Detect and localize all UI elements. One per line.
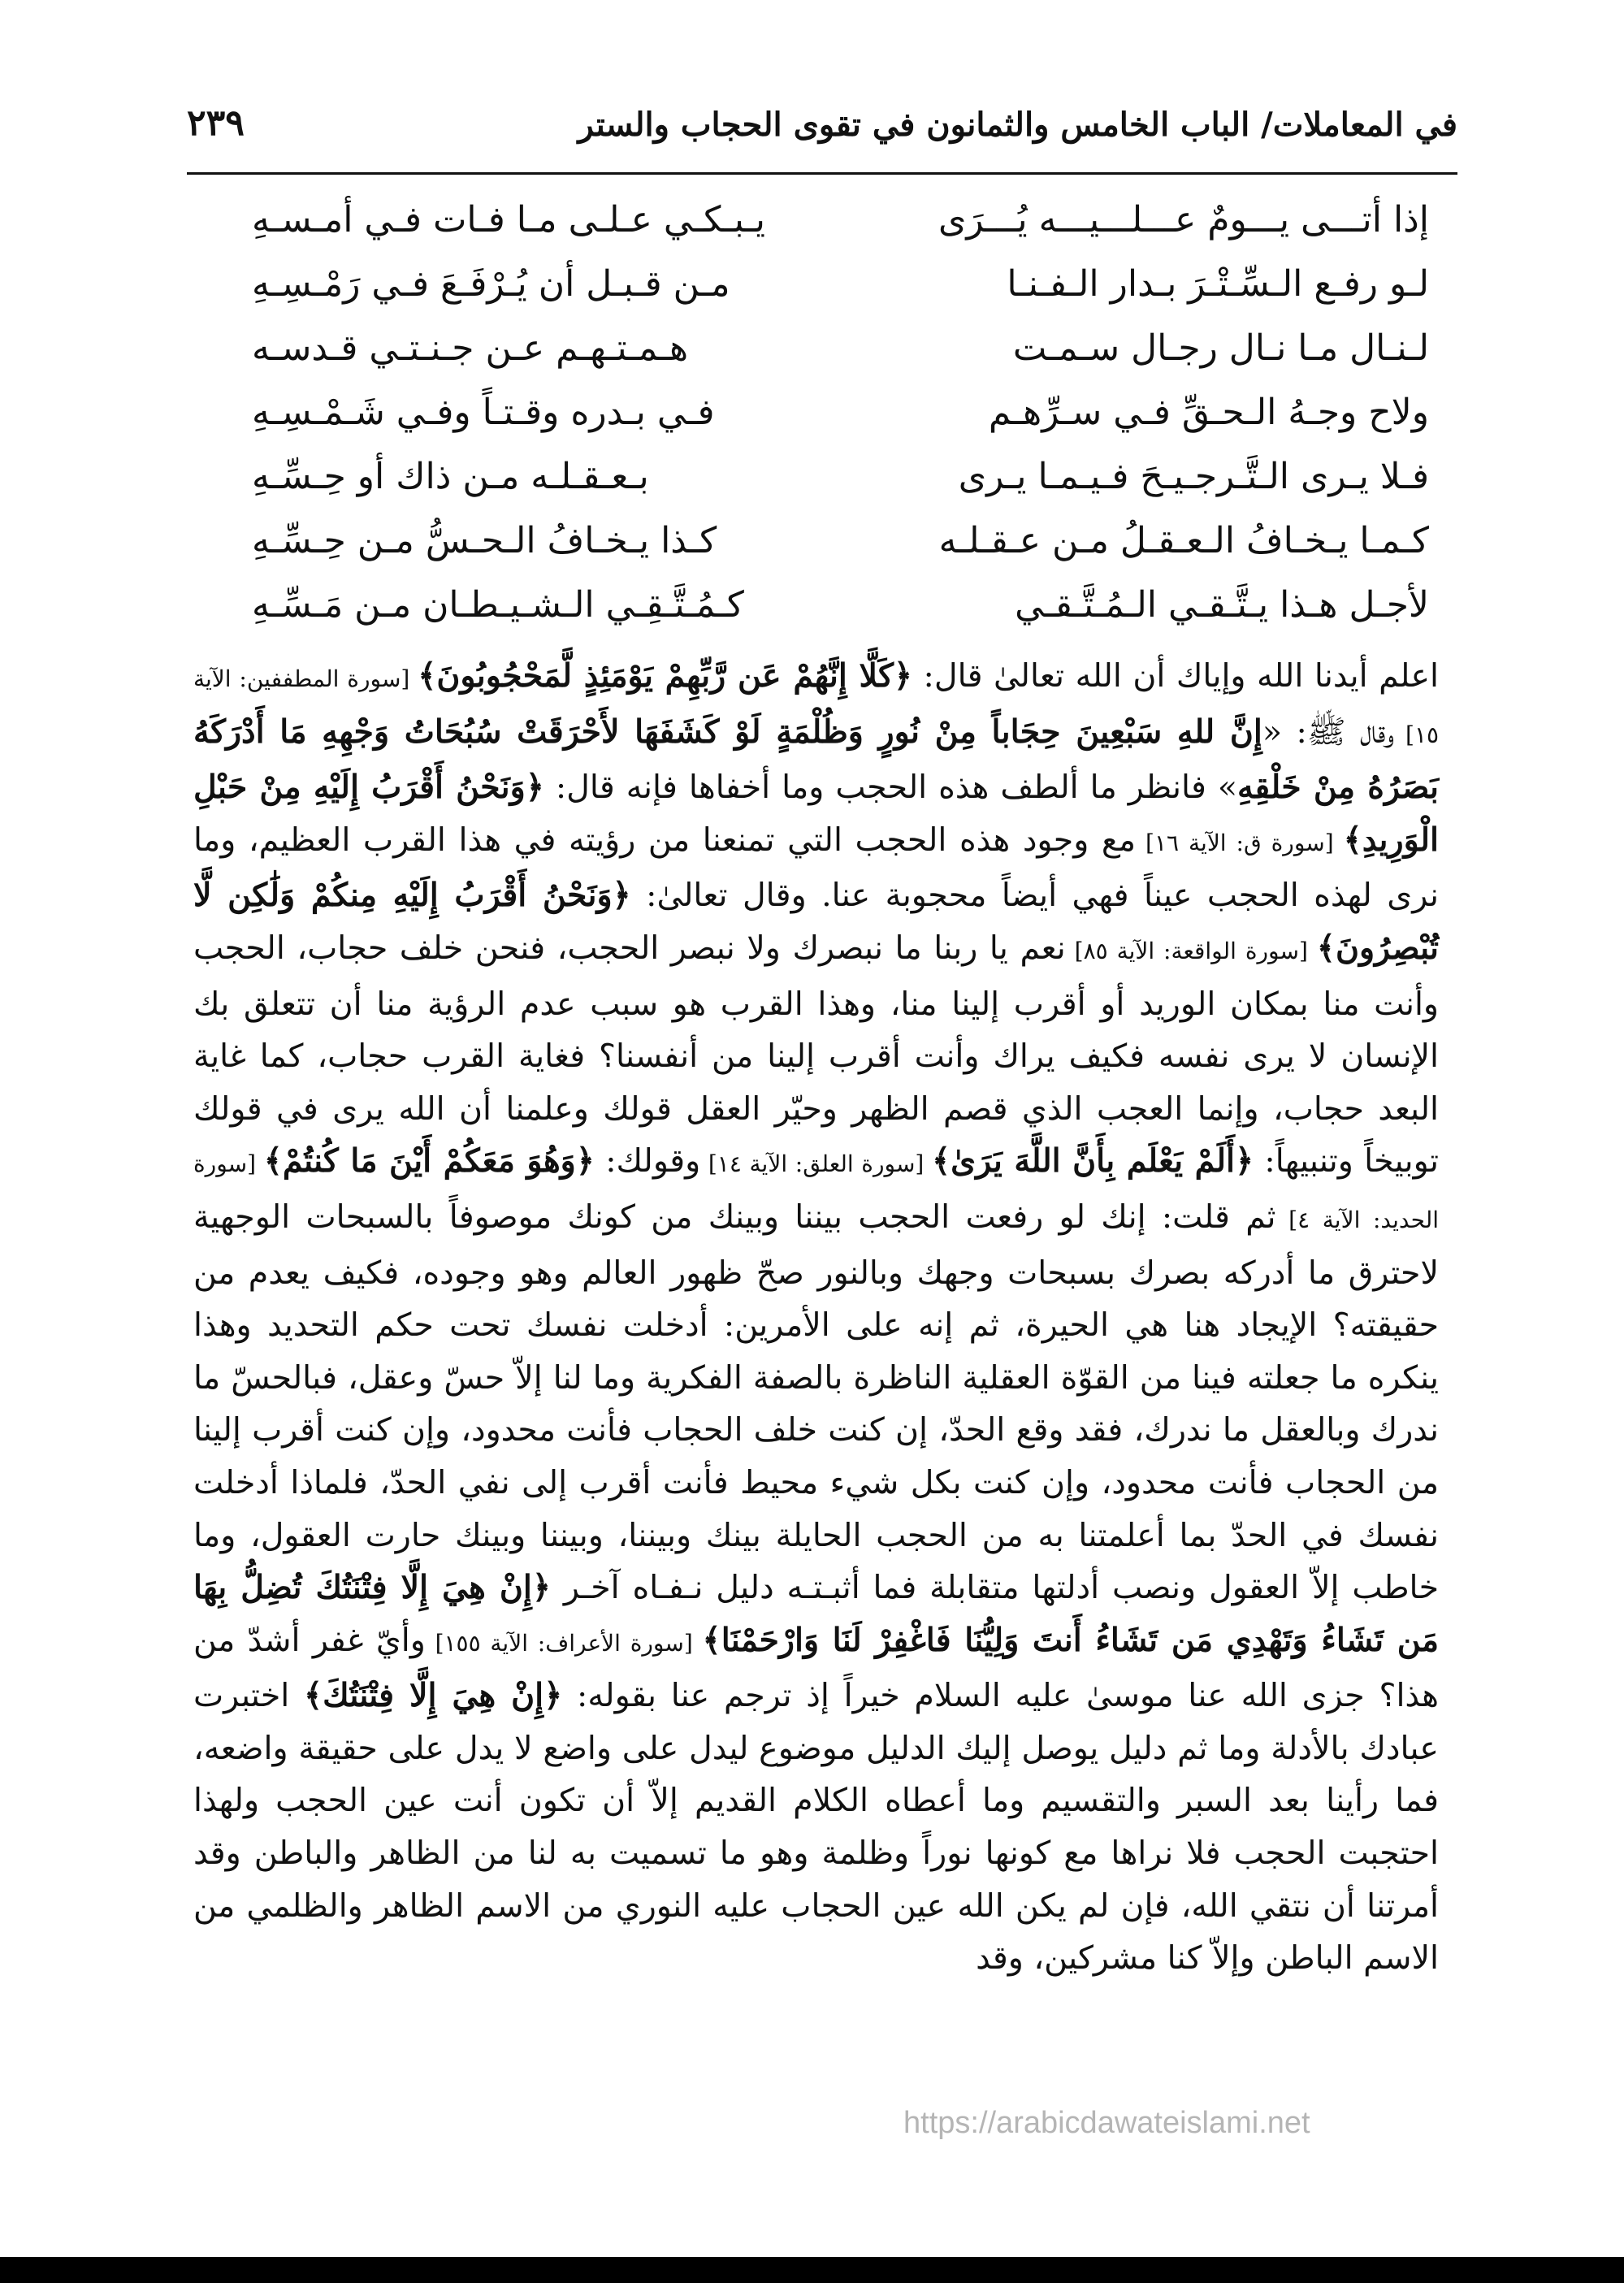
body-sentence: اختبرت عبادك بالأدلة وما ثم دليل يوصل إليك الدليل موضوع ليدل على واضع لا يدل على حقيقة واضعه، فما رأينا بعد السبر والتقسيم وما أعطاه الكلام القديم إلاّ أن تكون أنت عين الحجب ولهذا احتجبت الحجب فلا نراها مع كونها نوراً وظلمة وهو ما تسميت به لنا من الظاهر والباطن وقد أمرتنا أن نتقي الله، فإن لم يكن الله عين الحجاب عليه النوري من الاسم الظاهر والظلمي من الاسم الباطن وإلاّ كنا مشركين، وقد — [193, 1677, 1439, 1978]
poem-verse — [244, 263, 1429, 327]
poem-verse — [244, 327, 1429, 392]
quran-verse: ﴿وَنَحْنُ أَقْرَبُ إِلَيْهِ مِنكُمْ وَلَٰكِن لَّا تُبْصِرُونَ﴾ — [193, 877, 1439, 967]
body-sentence: وأيّ غفر أشدّ من هذا؟ جزى الله عنا موسىٰ عليه السلام خيراً إذ ترجم عنا بقوله: — [193, 1621, 1439, 1715]
verse-first-hemistich: لأجـل هـذا يـتَّـقـي الـمُـتَّـقـي — [1015, 584, 1429, 626]
verse-second-hemistich: هـمـتـهـم عـن جـنـتـي قـدسـه — [252, 327, 689, 369]
surah-reference: [سورة ق: الآية ١٦] — [1136, 829, 1344, 856]
body-sentence: وقال ﷺ: « — [1262, 713, 1395, 751]
verse-second-hemistich: يـبـكـي عـلـى مـا فـات فـي أمـسـهِ — [252, 199, 766, 240]
verse-first-hemistich: لـنـال مـا نـال رجـال سـمـت — [1012, 327, 1429, 369]
body-paragraph — [193, 650, 1439, 1985]
verse-second-hemistich: كـذا يـخـافُ الـحـسُّ مـن حِـسِّـهِ — [252, 520, 717, 561]
body-sentence: مع وجود هذه الحجب التي تمنعنا من رؤيته في هذا القرب العظيم، وما نرى لهذه الحجب عيناً فهي أيضاً محجوبة عنا. وقال تعالىٰ: — [193, 821, 1439, 915]
poem-verse — [244, 520, 1429, 584]
running-title: في المعاملات/ الباب الخامس والثمانون في تقوى الحجاب والستر — [578, 106, 1457, 144]
verse-first-hemistich: كـمـا يـخـافُ الـعـقـلُ مـن عـقـلـه — [938, 520, 1429, 561]
verse-first-hemistich: إذا أتـــى يـــومٌ عـــلـــيـــه يُـــرَى — [938, 199, 1429, 240]
page-number: ٢٣٩ — [187, 102, 245, 144]
body-sentence: وقولك: — [594, 1142, 701, 1180]
poem-verse — [244, 199, 1429, 263]
body-text — [193, 650, 1439, 1985]
quran-verse: ﴿وَنَحْنُ أَقْرَبُ إِلَيْهِ مِنْ حَبْلِ الْوَرِيدِ﴾ — [193, 769, 1439, 859]
hadith-text: إِنَّ للهِ سَبْعِينَ حِجَاباً مِنْ نُورٍ وَظُلْمَةٍ لَوْ كَشَفَهَا لأَحْرَقَتْ سُبُحَاتُ وَجْهِهِ مَا أَدْرَكَهُ بَصَرُهُ مِنْ خَلْقِهِ — [193, 713, 1439, 807]
poem-verse — [244, 584, 1429, 648]
verse-first-hemistich: فـلا يـرى الـتَّـرجـيـحَ فـيـمـا يـرى — [958, 456, 1429, 497]
page-header — [187, 97, 1457, 162]
surah-reference: [سورة الواقعة: الآية ٨٥] — [1065, 937, 1317, 964]
quran-verse: ﴿إِنْ هِيَ إِلَّا فِتْنَتُكَ﴾ — [303, 1677, 563, 1715]
surah-reference: [سورة المطففين: الآية ١٥] — [193, 665, 1440, 748]
poem-verse — [244, 456, 1429, 520]
poem-verse — [244, 392, 1429, 456]
verse-second-hemistich: كـمُـتَّـقِـي الـشـيـطـان مـن مَـسِّـهِ — [252, 584, 744, 626]
verse-first-hemistich: لـو رفـع الـسِّـتْـرَ بـدار الـفـنـا — [1007, 263, 1429, 305]
body-sentence: » فانظر ما ألطف هذه الحجب وما أخفاها فإنه قال: — [543, 769, 1238, 807]
scan-bottom-edge — [0, 2257, 1624, 2283]
body-sentence: اعلم أيدنا الله وإياك أن الله تعالىٰ قال: — [912, 657, 1439, 695]
verse-second-hemistich: فـي بـدره وقـتـاً وفـي شَـمْـسِـهِ — [252, 392, 715, 433]
watermark-url: https://arabicdawateislami.net — [903, 2106, 1310, 2140]
verse-second-hemistich: بـعـقـلـه مـن ذاك أو حِـسِّـهِ — [252, 456, 649, 497]
surah-reference: [سورة الحديد: الآية ٤] — [193, 1150, 1439, 1233]
header-rule — [187, 172, 1457, 175]
quran-verse: ﴿وَهُوَ مَعَكُمْ أَيْنَ مَا كُنتُمْ﴾ — [263, 1142, 595, 1180]
quran-verse: ﴿إِنْ هِيَ إِلَّا فِتْنَتُكَ تُضِلُّ بِهَا مَن تَشَاءُ وَتَهْدِي مَن تَشَاءُ أَنتَ وَلِيُّنَا فَاغْفِرْ لَنَا وَارْحَمْنَا﴾ — [193, 1569, 1439, 1659]
surah-reference: [سورة العلق: الآية ١٤] — [700, 1150, 933, 1178]
body-sentence: نعم يا ربنا ما نبصرك ولا نبصر الحجب، فنحن خلف حجاب، الحجب وأنت منا بمكان الوريد أو أقرب إلينا منا، وهذا القرب هو سبب عدم الرؤية منا أن تتعلق بك الإنسان لا يرى نفسه فكيف يراك وأنت أقرب إلينا من أنفسنا؟ فغاية القرب حجاب، كما غاية البعد حجاب، وإنما العجب الذي قصم الظهر وحيّر العقل قولك وعلمنا أن الله يرى في قولك توبيخاً وتنبيهاً: — [193, 929, 1439, 1180]
quran-verse: ﴿كَلَّا إِنَّهُمْ عَن رَّبِّهِمْ يَوْمَئِذٍ لَّمَحْجُوبُونَ﴾ — [418, 657, 913, 695]
poem — [244, 199, 1429, 648]
verse-second-hemistich: مـن قـبـل أن يُـرْفَـعَ فـي رَمْـسِـهِ — [252, 263, 730, 305]
verse-first-hemistich: ولاح وجـهُ الـحـقِّ فـي سـرِّهـم — [988, 392, 1429, 433]
quran-verse: ﴿أَلَمْ يَعْلَم بِأَنَّ اللَّهَ يَرَىٰ﴾ — [932, 1142, 1254, 1180]
body-sentence: ثم قلت: إنك لو رفعت الحجب بيننا وبينك من كونك موصوفاً بالسبحات الوجهية لاحترق ما أدركه بصرك بسبحات وجهك وبالنور صحّ ظهور العالم وهو وجوده، فكيف يعدم من حقيقته؟ الإيجاد هنا هي الحيرة، ثم إنه على الأمرين: أدخلت نفسك تحت حكم التحديد وهذا ينكره ما جعلته فينا من القوّة العقلية الناظرة بالصفة الفكرية وما لنا إلاّ حسّ وعقل، فبالحسّ ما ندرك وبالعقل ما ندرك، فقد وقع الحدّ، إن كنت خلف الحجاب فأنت محدود، وإن كنت أقرب إلينا من الحجاب فأنت محدود، وإن كنت بكل شيء محيط فأنت أقرب إلى نفي الحدّ، فلماذا أدخلت نفسك في الحدّ بما أعلمتنا به من الحجب الحايلة بينك وبيننا، وبيننا وبينك حارت العقول، وما خاطب إلاّ العقول ونصب أدلتها متقابلة فما أثبـتـه دليل نـفـاه آخـر — [193, 1198, 1440, 1607]
surah-reference: [سورة الأعراف: الآية ١٥٥] — [425, 1629, 703, 1657]
